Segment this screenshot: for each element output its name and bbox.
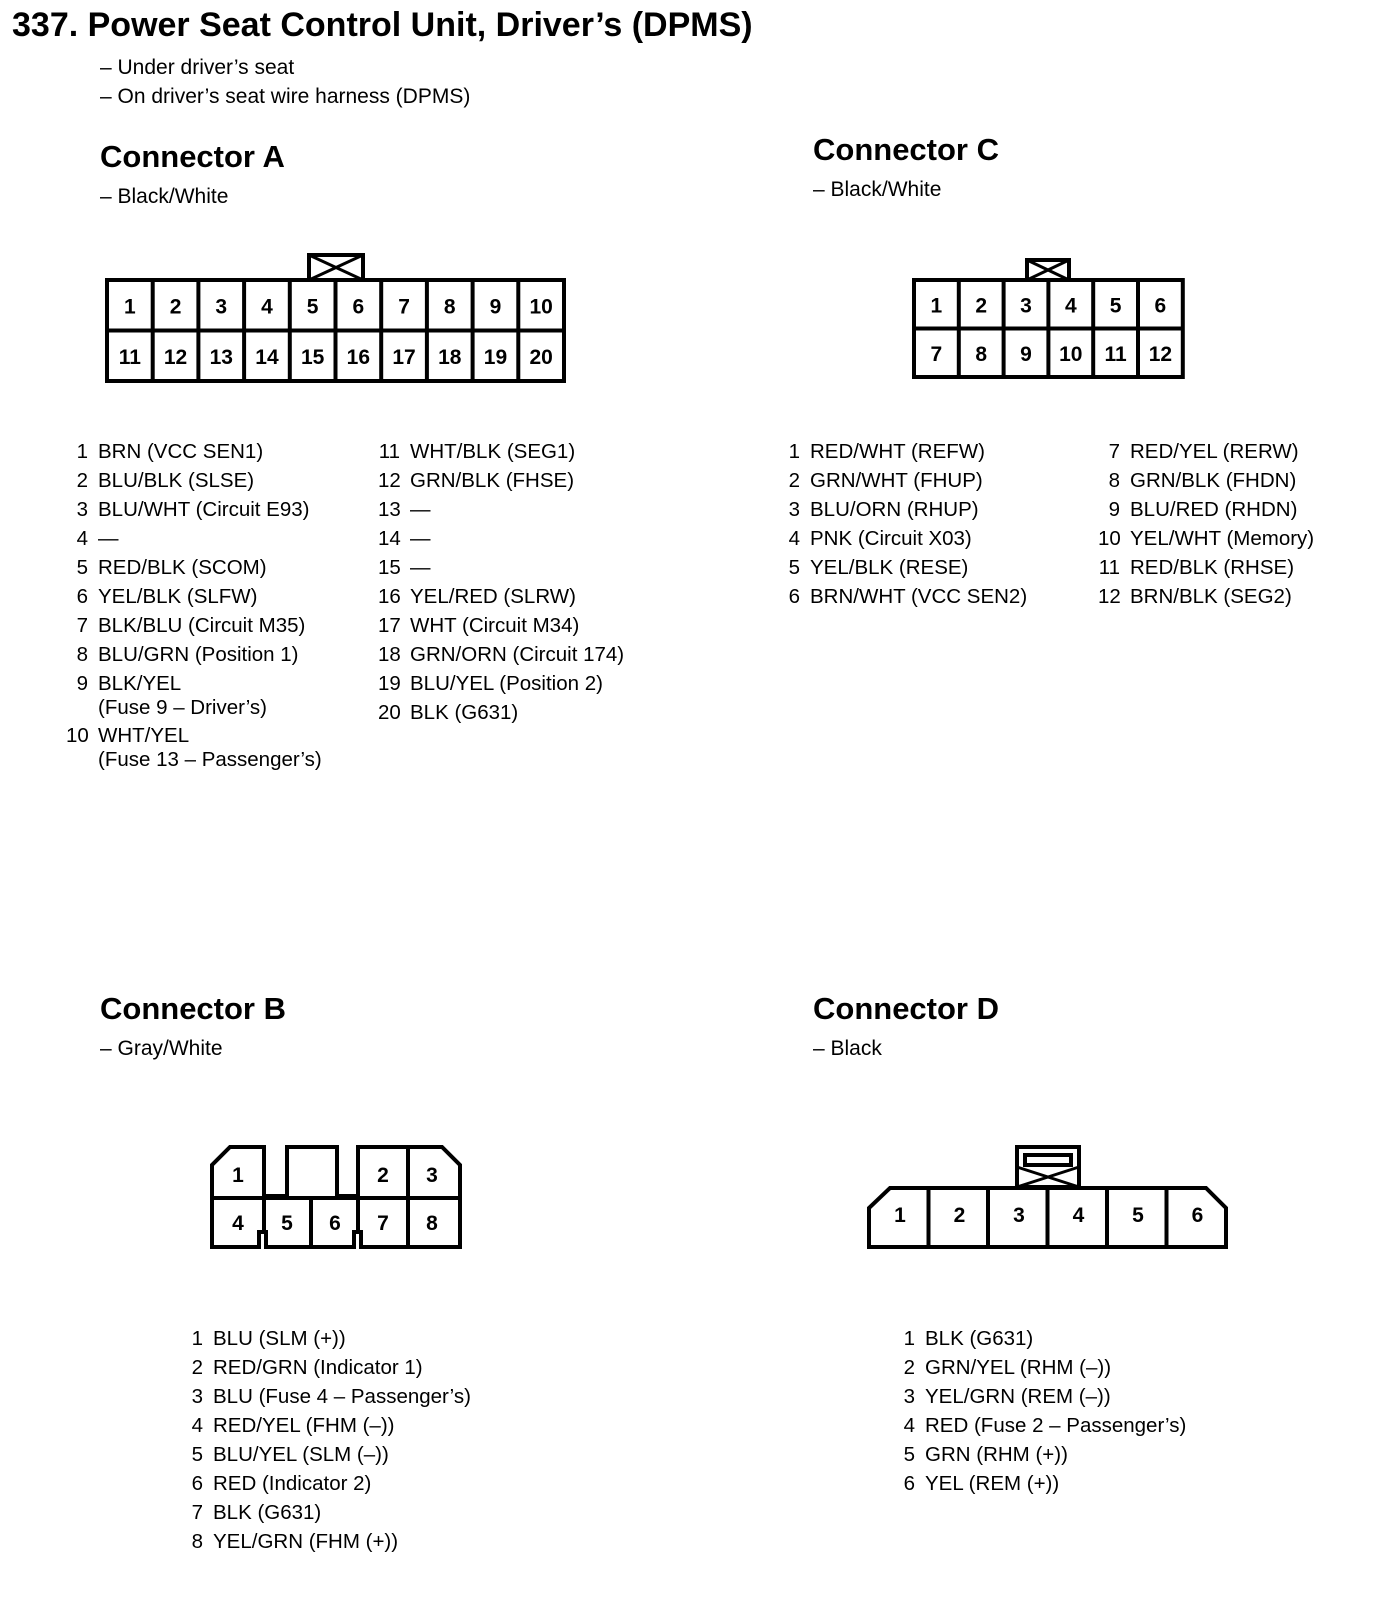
pin-entry: [378, 582, 624, 611]
pin-entry: [181, 1324, 471, 1353]
pin-entry: [893, 1440, 1186, 1469]
pin-label: 6: [352, 295, 365, 319]
pin-label: 6: [1191, 1204, 1204, 1227]
pin-label: 6: [1154, 294, 1167, 318]
pin-entry: [778, 582, 1027, 611]
pin-label: 19: [483, 345, 508, 369]
wire-description: YEL/WHT (Memory): [1130, 527, 1315, 550]
pin-label: 4: [232, 1212, 244, 1235]
pin-label: 1: [930, 294, 943, 318]
pin-entry: [181, 1440, 471, 1469]
pin-label: 10: [529, 295, 553, 319]
pin-number: 11: [1098, 556, 1120, 579]
wire-description: —: [410, 556, 431, 579]
pin-entry: [893, 1469, 1186, 1498]
connector-b-color: – Gray/White: [100, 1037, 223, 1060]
pin-entry: [778, 495, 1027, 524]
wire-description: GRN/ORN (Circuit 174): [410, 643, 625, 666]
pin-entry: [1098, 495, 1314, 524]
pin-entry: [1098, 582, 1314, 611]
page-title: 337. Power Seat Control Unit, Driver’s (DPMS): [12, 6, 753, 44]
pin-number: 8: [1108, 469, 1120, 492]
pin-number: 6: [903, 1472, 915, 1495]
pin-label: 1: [124, 295, 136, 319]
connector-a-heading: Connector A: [100, 139, 285, 174]
pin-number: 7: [1108, 440, 1120, 463]
wire-description: BLU/RED (RHDN): [1130, 498, 1298, 521]
pin-number: 4: [788, 527, 800, 550]
pin-number: 1: [76, 440, 88, 463]
wire-description: WHT (Circuit M34): [410, 614, 580, 637]
pin-label: 16: [346, 345, 371, 369]
pin-label: 17: [392, 345, 416, 369]
pin-number: 4: [76, 527, 88, 550]
wire-description: GRN/BLK (FHSE): [410, 469, 575, 492]
pin-number: 4: [191, 1414, 203, 1437]
pin-label: 3: [426, 1164, 438, 1187]
pin-entry: [378, 495, 624, 524]
pin-label: 20: [529, 345, 553, 369]
pin-entry: [66, 524, 322, 553]
connector-c-pin-list-2: [1098, 437, 1314, 611]
pin-label: 1: [232, 1164, 244, 1187]
connector-c-pin-list-1: [778, 437, 1027, 611]
pin-label: 12: [1148, 342, 1173, 366]
pin-entry: [66, 669, 322, 720]
wire-description: PNK (Circuit X03): [810, 527, 972, 550]
wire-note: (Fuse 9 – Driver’s): [98, 696, 267, 719]
pin-label: 7: [377, 1212, 389, 1235]
pin-entry: [378, 437, 624, 466]
pin-entry: [893, 1324, 1186, 1353]
latch-tab: [1025, 1155, 1071, 1165]
wire-description: BLU (SLM (+)): [213, 1327, 346, 1350]
pin-number: 8: [191, 1530, 203, 1553]
wire-description: BLK (G631): [925, 1327, 1034, 1350]
connector-c-heading: Connector C: [813, 132, 999, 167]
pin-number: 2: [191, 1356, 203, 1379]
pin-entry: [1098, 437, 1314, 466]
pin-label: 5: [1132, 1204, 1144, 1227]
wire-description: RED/YEL (RERW): [1130, 440, 1299, 463]
connector-c-color: – Black/White: [813, 178, 942, 201]
wire-description: —: [410, 527, 431, 550]
pin-label: 2: [953, 1204, 966, 1227]
pin-entry: [66, 582, 322, 611]
pin-number: 19: [378, 672, 401, 695]
wire-description: RED/YEL (FHM (–)): [213, 1414, 395, 1437]
wire-description: YEL/BLK (SLFW): [98, 585, 258, 608]
pin-entry: [378, 466, 624, 495]
pin-entry: [893, 1353, 1186, 1382]
connector-b-pin-list: [181, 1324, 471, 1556]
wire-description: WHT/BLK (SEG1): [410, 440, 576, 463]
pin-entry: [378, 640, 624, 669]
wire-description: RED/GRN (Indicator 1): [213, 1356, 423, 1379]
wire-description: GRN/WHT (FHUP): [810, 469, 983, 492]
wire-description: RED (Fuse 2 – Passenger’s): [925, 1414, 1187, 1437]
pin-entry: [778, 437, 1027, 466]
pin-label: 5: [306, 295, 319, 319]
pin-label: 6: [329, 1212, 341, 1235]
pin-label: 13: [209, 345, 233, 369]
wire-description: —: [410, 498, 431, 521]
pin-label: 2: [169, 295, 182, 319]
pin-entry: [181, 1353, 471, 1382]
wire-description: RED/WHT (REFW): [810, 440, 985, 463]
pin-number: 3: [191, 1385, 203, 1408]
pin-entry: [66, 466, 322, 495]
pin-entry: [378, 553, 624, 582]
wire-description: BLU/WHT (Circuit E93): [98, 498, 310, 521]
pin-number: 5: [903, 1443, 915, 1466]
pin-number: 3: [903, 1385, 915, 1408]
wire-description: BLU/YEL (SLM (–)): [213, 1443, 389, 1466]
pin-entry: [778, 466, 1027, 495]
pin-label: 7: [930, 342, 943, 366]
pin-label: 1: [894, 1204, 906, 1227]
wire-description: GRN (RHM (+)): [925, 1443, 1068, 1466]
pin-number: 5: [788, 556, 800, 579]
connector-a-pin-list-1: [66, 437, 322, 773]
pin-entry: [181, 1498, 471, 1527]
pin-number: 1: [903, 1327, 915, 1350]
wire-description: BLK (G631): [213, 1501, 322, 1524]
wire-description: RED/BLK (RHSE): [1130, 556, 1295, 579]
pin-entry: [378, 669, 624, 698]
wire-description: BLU/ORN (RHUP): [810, 498, 979, 521]
wire-description: BRN (VCC SEN1): [98, 440, 264, 463]
pin-label: 2: [975, 294, 988, 318]
pin-label: 15: [300, 345, 325, 369]
pin-label: 5: [281, 1212, 293, 1235]
pin-entry: [66, 437, 322, 466]
pin-entry: [66, 721, 322, 772]
pin-entry: [1098, 553, 1314, 582]
pin-entry: [893, 1411, 1186, 1440]
connector-d-pin-list: [893, 1324, 1186, 1498]
pin-number: 12: [1098, 585, 1121, 608]
pin-number: 20: [378, 701, 401, 724]
pin-label: 3: [215, 295, 228, 319]
wire-description: BLK/YEL: [98, 672, 182, 695]
pin-label: 8: [443, 295, 456, 319]
pin-number: 16: [378, 585, 401, 608]
pin-number: 1: [191, 1327, 203, 1350]
pin-entry: [1098, 466, 1314, 495]
pin-number: 13: [378, 498, 401, 521]
wire-description: BLU (Fuse 4 – Passenger’s): [213, 1385, 471, 1408]
pin-number: 7: [76, 614, 88, 637]
location-1: – Under driver’s seat: [100, 56, 295, 79]
pin-label: 2: [377, 1164, 389, 1187]
pin-label: 7: [398, 295, 410, 319]
wire-description: YEL (REM (+)): [925, 1472, 1060, 1495]
pin-number: 10: [1098, 527, 1121, 550]
wire-description: WHT/YEL: [98, 724, 190, 747]
pin-number: 6: [76, 585, 88, 608]
wire-description: GRN/BLK (FHDN): [1130, 469, 1297, 492]
wire-description: YEL/BLK (RESE): [810, 556, 969, 579]
pin-label: 14: [255, 345, 279, 369]
pin-number: 14: [378, 527, 401, 550]
pin-label: 11: [118, 345, 141, 369]
pin-label: 3: [1013, 1204, 1025, 1227]
pin-entry: [378, 698, 624, 727]
connector-a-color: – Black/White: [100, 185, 229, 208]
pin-entry: [778, 524, 1027, 553]
pin-entry: [378, 524, 624, 553]
pin-number: 2: [788, 469, 800, 492]
pin-label: 9: [489, 295, 502, 319]
pin-entry: [66, 553, 322, 582]
wire-description: BLU/GRN (Position 1): [98, 643, 299, 666]
pin-entry: [893, 1382, 1186, 1411]
pin-label: 4: [1064, 294, 1077, 318]
pin-entry: [66, 611, 322, 640]
wire-description: BRN/WHT (VCC SEN2): [810, 585, 1028, 608]
pin-number: 3: [788, 498, 800, 521]
pin-number: 12: [378, 469, 401, 492]
pin-number: 9: [76, 672, 88, 695]
wire-description: BLU/YEL (Position 2): [410, 672, 603, 695]
pin-number: 2: [903, 1356, 915, 1379]
pin-label: 9: [1020, 342, 1032, 366]
pin-entry: [66, 640, 322, 669]
wire-description: BLK (G631): [410, 701, 519, 724]
pin-number: 10: [66, 724, 89, 747]
pin-number: 17: [378, 614, 401, 637]
pin-number: 3: [76, 498, 88, 521]
wire-description: YEL/GRN (REM (–)): [925, 1385, 1111, 1408]
pin-number: 4: [903, 1414, 915, 1437]
pin-label: 11: [1104, 342, 1127, 366]
pin-label: 12: [163, 345, 188, 369]
pin-number: 15: [378, 556, 401, 579]
pin-number: 5: [76, 556, 88, 579]
wire-description: —: [98, 527, 119, 550]
pin-entry: [181, 1411, 471, 1440]
pin-entry: [181, 1469, 471, 1498]
pin-entry: [66, 495, 322, 524]
pin-number: 7: [191, 1501, 203, 1524]
connector-a-pin-list-2: [378, 437, 624, 727]
pin-label: 10: [1059, 342, 1083, 366]
pin-number: 6: [788, 585, 800, 608]
wire-description: RED/BLK (SCOM): [98, 556, 267, 579]
wire-description: BRN/BLK (SEG2): [1130, 585, 1292, 608]
wire-description: GRN/YEL (RHM (–)): [925, 1356, 1112, 1379]
location-2: – On driver’s seat wire harness (DPMS): [100, 85, 471, 108]
pin-label: 18: [438, 345, 462, 369]
pin-entry: [181, 1382, 471, 1411]
pin-number: 11: [378, 440, 400, 463]
wire-description: RED (Indicator 2): [213, 1472, 372, 1495]
pin-number: 6: [191, 1472, 203, 1495]
wire-description: YEL/GRN (FHM (+)): [213, 1530, 399, 1553]
pin-label: 3: [1020, 294, 1032, 318]
pin-number: 5: [191, 1443, 203, 1466]
wire-description: YEL/RED (SLRW): [410, 585, 576, 608]
pin-entry: [778, 553, 1027, 582]
pin-number: 18: [378, 643, 401, 666]
pin-entry: [1098, 524, 1314, 553]
pin-label: 8: [426, 1212, 438, 1235]
pin-entry: [378, 611, 624, 640]
pin-label: 4: [1072, 1204, 1085, 1227]
pin-label: 5: [1109, 294, 1122, 318]
pin-entry: [181, 1527, 471, 1556]
wire-note: (Fuse 13 – Passenger’s): [98, 748, 322, 771]
pin-number: 9: [1108, 498, 1120, 521]
connector-d-heading: Connector D: [813, 991, 999, 1026]
pin-number: 1: [788, 440, 800, 463]
wire-description: BLK/BLU (Circuit M35): [98, 614, 306, 637]
pin-number: 8: [76, 643, 88, 666]
connector-d-color: – Black: [813, 1037, 882, 1060]
connector-b-heading: Connector B: [100, 991, 286, 1026]
wire-description: BLU/BLK (SLSE): [98, 469, 255, 492]
pin-label: 4: [261, 295, 273, 319]
pin-label: 8: [975, 342, 988, 366]
pin-number: 2: [76, 469, 88, 492]
